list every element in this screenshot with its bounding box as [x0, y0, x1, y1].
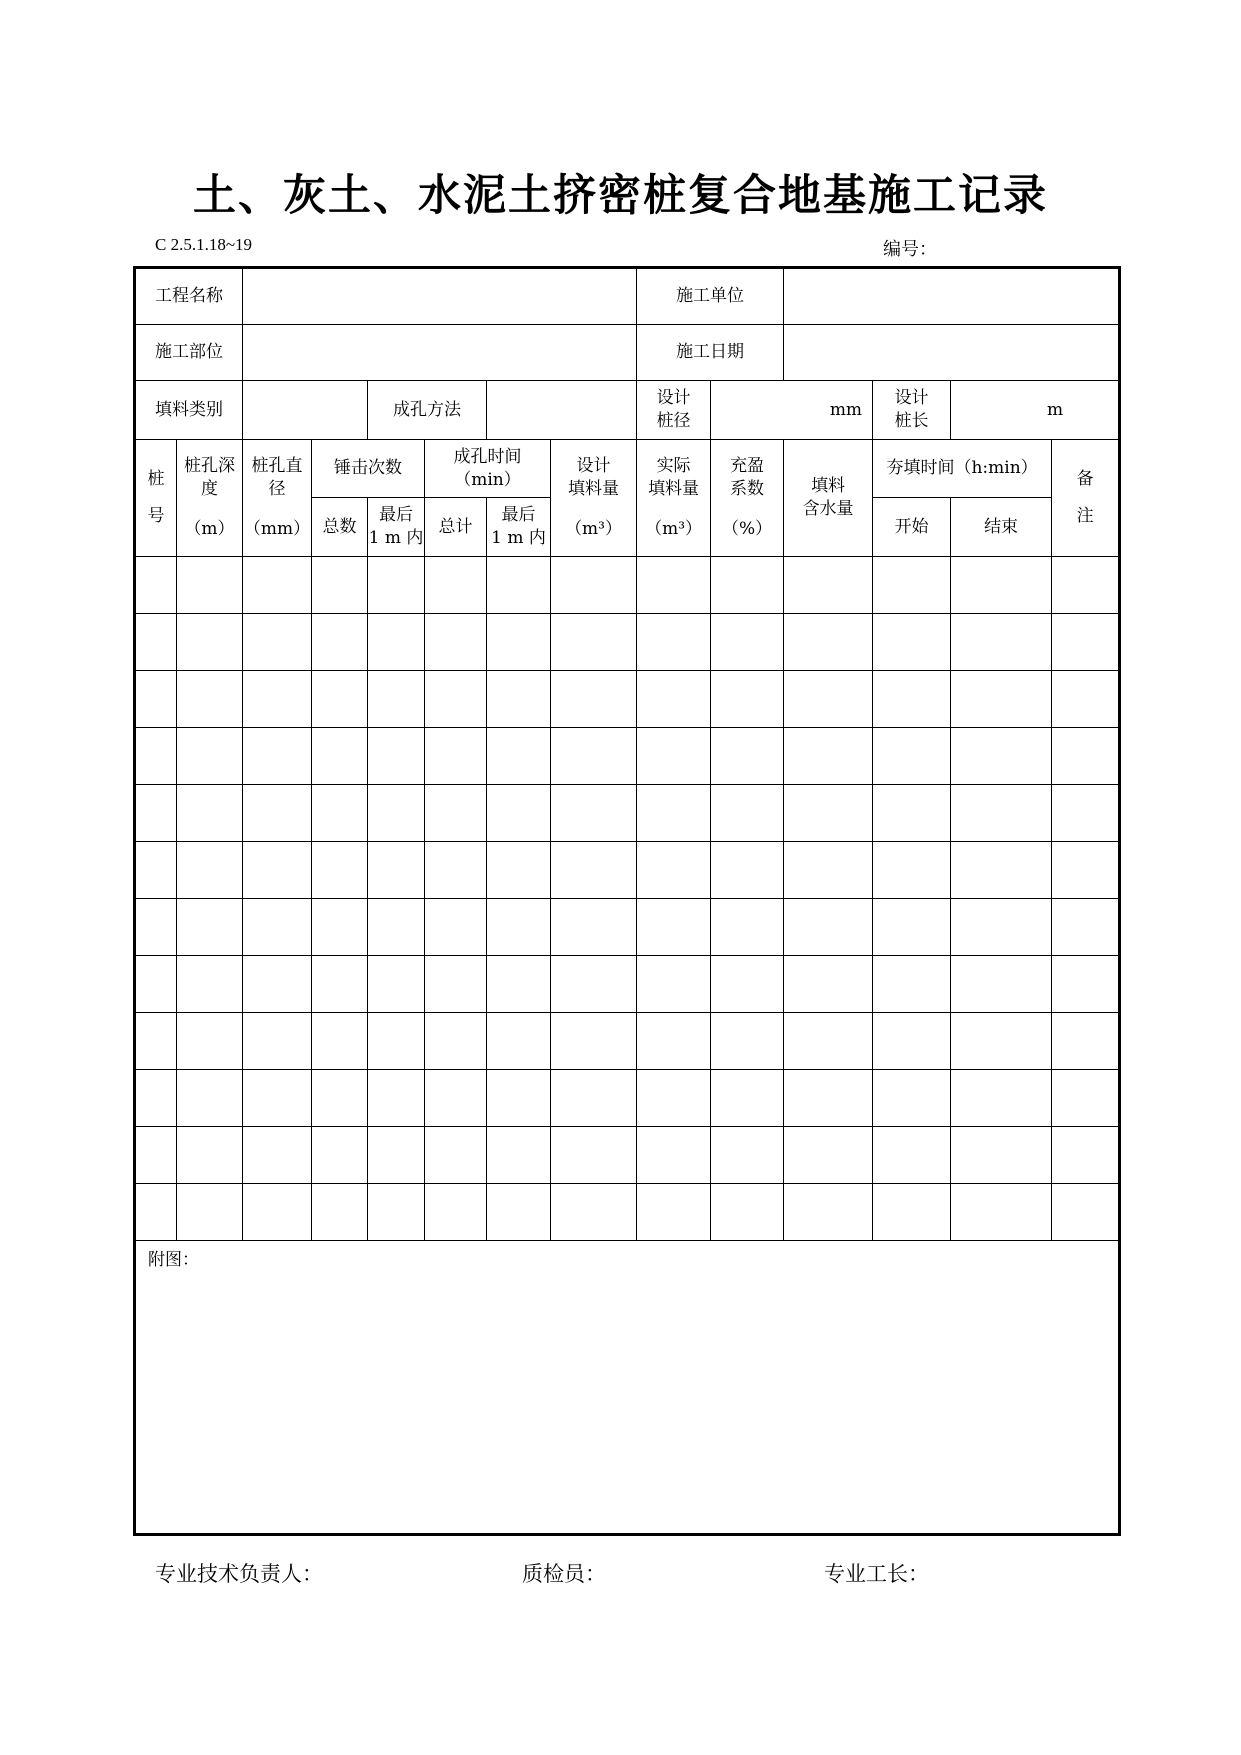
table-cell[interactable]: [873, 1127, 951, 1184]
table-cell[interactable]: [177, 899, 243, 956]
table-cell[interactable]: [177, 842, 243, 899]
table-cell[interactable]: [873, 1184, 951, 1241]
table-cell[interactable]: [135, 1013, 177, 1070]
table-cell[interactable]: [873, 785, 951, 842]
table-cell[interactable]: [425, 557, 487, 614]
table-cell[interactable]: [784, 614, 873, 671]
table-row: [135, 557, 1120, 614]
col-hole-diameter-unit: （mm）: [243, 519, 311, 540]
table-cell[interactable]: [784, 956, 873, 1013]
col-design-fill-line1: 设计: [576, 455, 611, 476]
table-cell[interactable]: [951, 1184, 1052, 1241]
construction-part-label: 施工部位: [135, 325, 243, 381]
col-hole-time-line1: 成孔时间: [453, 446, 522, 467]
design-length-label-line1: 设计: [894, 388, 929, 409]
table-cell[interactable]: [551, 1070, 637, 1127]
table-cell[interactable]: [177, 671, 243, 728]
table-cell[interactable]: [177, 956, 243, 1013]
col-fill-coefficient-unit: （%）: [721, 519, 773, 540]
design-diameter-label-line2: 桩径: [656, 411, 691, 431]
table-cell[interactable]: [243, 728, 312, 785]
attachment-row: [135, 1241, 1120, 1535]
design-length-unit: m: [1046, 399, 1064, 420]
table-cell[interactable]: [873, 956, 951, 1013]
table-cell[interactable]: [425, 671, 487, 728]
table-cell[interactable]: [368, 1184, 425, 1241]
attachment-label: 附图：: [148, 1250, 199, 1270]
table-cell[interactable]: [711, 1184, 784, 1241]
table-cell[interactable]: [177, 1184, 243, 1241]
table-cell[interactable]: [711, 671, 784, 728]
table-cell[interactable]: [243, 557, 312, 614]
table-cell[interactable]: [551, 1184, 637, 1241]
table-cell[interactable]: [551, 785, 637, 842]
table-cell[interactable]: [177, 1070, 243, 1127]
design-diameter-field[interactable]: [711, 381, 873, 440]
col-blow-count: 锤击次数: [312, 440, 425, 498]
fill-type-field[interactable]: [243, 381, 368, 440]
table-cell[interactable]: [425, 1070, 487, 1127]
table-cell[interactable]: [487, 899, 551, 956]
table-cell[interactable]: [243, 1127, 312, 1184]
table-row: [135, 785, 1120, 842]
table-cell[interactable]: [873, 728, 951, 785]
table-cell[interactable]: [551, 671, 637, 728]
table-cell[interactable]: [637, 1013, 711, 1070]
col-design-fill: [551, 440, 637, 557]
table-cell[interactable]: [1052, 1013, 1120, 1070]
table-cell[interactable]: [1052, 899, 1120, 956]
table-row: [135, 1013, 1120, 1070]
table-cell[interactable]: [784, 842, 873, 899]
col-pile-no: [135, 440, 177, 557]
table-cell[interactable]: [637, 1070, 711, 1127]
table-cell[interactable]: [487, 1127, 551, 1184]
construction-part-field[interactable]: [243, 325, 637, 381]
construction-record-table: [133, 266, 1121, 1536]
table-cell[interactable]: [551, 1127, 637, 1184]
table-cell[interactable]: [1052, 557, 1120, 614]
table-cell[interactable]: [951, 899, 1052, 956]
design-diameter-unit: mm: [829, 399, 863, 420]
table-cell[interactable]: [784, 671, 873, 728]
table-cell[interactable]: [368, 899, 425, 956]
table-cell[interactable]: [551, 728, 637, 785]
table-row: [135, 728, 1120, 785]
col-hole-depth-line1: 桩孔深: [184, 455, 235, 476]
table-cell[interactable]: [312, 1184, 368, 1241]
table-cell[interactable]: [551, 956, 637, 1013]
table-cell[interactable]: [368, 1013, 425, 1070]
fill-type-label: 填料类别: [135, 381, 243, 440]
table-cell[interactable]: [784, 1013, 873, 1070]
col-hole-time-line2: （min）: [454, 469, 521, 490]
table-cell[interactable]: [1052, 1070, 1120, 1127]
hole-method-field[interactable]: [487, 381, 637, 440]
form-code: C 2.5.1.18~19: [155, 235, 253, 254]
table-cell[interactable]: [425, 1127, 487, 1184]
table-cell[interactable]: [135, 1070, 177, 1127]
table-row: [135, 671, 1120, 728]
table-cell[interactable]: [711, 785, 784, 842]
table-cell[interactable]: [784, 1070, 873, 1127]
table-cell[interactable]: [425, 728, 487, 785]
table-cell[interactable]: [243, 899, 312, 956]
table-cell[interactable]: [177, 785, 243, 842]
table-cell[interactable]: [711, 1070, 784, 1127]
table-cell[interactable]: [368, 1127, 425, 1184]
table-cell[interactable]: [368, 557, 425, 614]
table-cell[interactable]: [1052, 728, 1120, 785]
table-cell[interactable]: [177, 1013, 243, 1070]
table-cell[interactable]: [551, 557, 637, 614]
table-cell[interactable]: [487, 1070, 551, 1127]
table-cell[interactable]: [637, 671, 711, 728]
table-cell[interactable]: [312, 842, 368, 899]
col-fill-moisture-line2: 含水量: [802, 499, 854, 519]
table-cell[interactable]: [487, 728, 551, 785]
table-cell[interactable]: [368, 785, 425, 842]
col-hole-diameter-line2: 径: [268, 478, 286, 499]
table-cell[interactable]: [1052, 614, 1120, 671]
table-cell[interactable]: [1052, 1127, 1120, 1184]
table-cell[interactable]: [711, 1127, 784, 1184]
table-cell[interactable]: [784, 728, 873, 785]
table-cell[interactable]: [551, 899, 637, 956]
hole-method-label: 成孔方法: [368, 381, 487, 440]
table-cell[interactable]: [487, 785, 551, 842]
table-cell[interactable]: [637, 785, 711, 842]
table-cell[interactable]: [135, 842, 177, 899]
info-row-1: [135, 268, 1120, 325]
table-cell[interactable]: [784, 1184, 873, 1241]
table-cell[interactable]: [784, 557, 873, 614]
table-cell[interactable]: [312, 899, 368, 956]
table-cell[interactable]: [135, 671, 177, 728]
table-cell[interactable]: [312, 785, 368, 842]
col-hole-depth: [177, 440, 243, 557]
table-cell[interactable]: [551, 1013, 637, 1070]
table-cell[interactable]: [243, 1013, 312, 1070]
table-cell[interactable]: [637, 899, 711, 956]
construction-date-label: 施工日期: [637, 325, 784, 381]
table-cell[interactable]: [368, 1070, 425, 1127]
table-cell[interactable]: [312, 557, 368, 614]
table-cell[interactable]: [135, 956, 177, 1013]
col-hole-depth-unit: （m）: [184, 519, 235, 540]
col-tamp-start: 开始: [873, 498, 951, 557]
tech-lead-signature-label: 专业技术负责人：: [155, 1562, 323, 1586]
table-cell[interactable]: [177, 557, 243, 614]
col-pile-no-line2: 号: [147, 506, 165, 526]
table-cell[interactable]: [951, 557, 1052, 614]
table-cell[interactable]: [637, 728, 711, 785]
col-remarks-line1: 备: [1076, 469, 1094, 490]
table-cell[interactable]: [951, 671, 1052, 728]
col-pile-no-line1: 桩: [147, 469, 165, 490]
table-cell[interactable]: [951, 728, 1052, 785]
serial-number-label: 编号：: [883, 239, 937, 260]
col-time-last-meter-line2: 1 m 内: [491, 528, 546, 548]
info-row-3: [135, 381, 1120, 440]
construction-unit-field[interactable]: [784, 268, 1120, 325]
table-cell[interactable]: [425, 785, 487, 842]
table-cell[interactable]: [1052, 1184, 1120, 1241]
table-cell[interactable]: [487, 956, 551, 1013]
inspector-signature-label: 质检员：: [522, 1562, 606, 1586]
table-cell[interactable]: [243, 1184, 312, 1241]
table-cell[interactable]: [487, 557, 551, 614]
table-row: [135, 1070, 1120, 1127]
table-cell[interactable]: [551, 614, 637, 671]
project-name-label: 工程名称: [135, 268, 243, 325]
table-cell[interactable]: [487, 671, 551, 728]
table-cell[interactable]: [487, 1184, 551, 1241]
col-hole-time: [425, 440, 551, 498]
table-cell[interactable]: [711, 1013, 784, 1070]
col-hole-diameter-line1: 桩孔直: [251, 455, 303, 476]
col-blow-last-meter: [368, 498, 425, 557]
table-cell[interactable]: [784, 785, 873, 842]
col-actual-fill-line2: 填料量: [648, 478, 700, 499]
table-cell[interactable]: [177, 728, 243, 785]
table-cell[interactable]: [784, 1127, 873, 1184]
col-remarks-line2: 注: [1076, 506, 1094, 526]
table-cell[interactable]: [637, 956, 711, 1013]
table-cell[interactable]: [487, 842, 551, 899]
construction-date-field[interactable]: [784, 325, 1120, 381]
col-design-fill-unit: （m³）: [565, 519, 622, 540]
table-cell[interactable]: [312, 1013, 368, 1070]
col-hole-depth-line2: 度: [201, 478, 218, 499]
table-row: [135, 614, 1120, 671]
table-cell[interactable]: [135, 1127, 177, 1184]
col-fill-coefficient-line2: 系数: [730, 478, 765, 499]
col-time-total: 总计: [425, 498, 487, 557]
table-row: [135, 956, 1120, 1013]
table-cell[interactable]: [551, 842, 637, 899]
col-fill-coefficient-line1: 充盈: [730, 455, 765, 476]
table-cell[interactable]: [368, 614, 425, 671]
table-cell[interactable]: [487, 1013, 551, 1070]
table-cell[interactable]: [368, 728, 425, 785]
page-title: 土、灰土、水泥土挤密桩复合地基施工记录: [193, 171, 1048, 221]
table-cell[interactable]: [425, 614, 487, 671]
table-cell[interactable]: [135, 785, 177, 842]
table-cell[interactable]: [368, 671, 425, 728]
table-cell[interactable]: [425, 842, 487, 899]
table-cell[interactable]: [1052, 671, 1120, 728]
table-cell[interactable]: [873, 1070, 951, 1127]
table-cell[interactable]: [243, 1070, 312, 1127]
col-actual-fill: [637, 440, 711, 557]
col-time-last-meter: [487, 498, 551, 557]
table-cell[interactable]: [177, 1127, 243, 1184]
table-cell[interactable]: [135, 614, 177, 671]
data-rows: [135, 557, 1120, 1241]
col-time-last-meter-line1: 最后: [501, 505, 536, 526]
table-cell[interactable]: [487, 614, 551, 671]
table-cell[interactable]: [711, 728, 784, 785]
table-cell[interactable]: [637, 557, 711, 614]
table-cell[interactable]: [243, 842, 312, 899]
col-fill-coefficient: [711, 440, 784, 557]
col-fill-moisture-line1: 填料: [811, 476, 846, 497]
table-cell[interactable]: [711, 899, 784, 956]
table-cell[interactable]: [873, 671, 951, 728]
info-row-2: [135, 325, 1120, 381]
table-cell[interactable]: [711, 842, 784, 899]
table-cell[interactable]: [368, 842, 425, 899]
table-cell[interactable]: [312, 1070, 368, 1127]
table-cell[interactable]: [312, 671, 368, 728]
table-cell[interactable]: [711, 557, 784, 614]
col-blow-total: 总数: [312, 498, 368, 557]
table-cell[interactable]: [951, 785, 1052, 842]
table-cell[interactable]: [368, 956, 425, 1013]
table-cell[interactable]: [243, 785, 312, 842]
col-actual-fill-line1: 实际: [656, 455, 691, 476]
table-cell[interactable]: [873, 1013, 951, 1070]
table-cell[interactable]: [312, 614, 368, 671]
table-cell[interactable]: [873, 557, 951, 614]
col-design-fill-line2: 填料量: [568, 478, 620, 499]
table-cell[interactable]: [951, 956, 1052, 1013]
design-length-field[interactable]: [951, 381, 1120, 440]
design-diameter-label: [637, 381, 711, 440]
design-diameter-label-line1: 设计: [656, 388, 691, 409]
table-cell[interactable]: [951, 1013, 1052, 1070]
table-cell[interactable]: [873, 614, 951, 671]
project-name-field[interactable]: [243, 268, 637, 325]
table-cell[interactable]: [135, 557, 177, 614]
col-fill-moisture: [784, 440, 873, 557]
table-cell[interactable]: [951, 1070, 1052, 1127]
table-cell[interactable]: [312, 956, 368, 1013]
table-cell[interactable]: [243, 614, 312, 671]
attachment-area[interactable]: [135, 1241, 1120, 1535]
table-cell[interactable]: [425, 1184, 487, 1241]
column-header-row-1: [135, 440, 1120, 498]
table-cell[interactable]: [312, 728, 368, 785]
col-blow-last-meter-line1: 最后: [379, 505, 413, 526]
col-blow-last-meter-line2: 1 m 内: [368, 528, 424, 548]
col-tamp-end: 结束: [951, 498, 1052, 557]
table-row: [135, 1184, 1120, 1241]
table-row: [135, 899, 1120, 956]
table-cell[interactable]: [243, 671, 312, 728]
table-cell[interactable]: [1052, 785, 1120, 842]
table-row: [135, 842, 1120, 899]
table-cell[interactable]: [243, 956, 312, 1013]
design-length-label: [873, 381, 951, 440]
table-cell[interactable]: [177, 614, 243, 671]
col-remarks: [1052, 440, 1120, 557]
col-tamp-time: 夯填时间（h:min）: [873, 440, 1052, 498]
table-cell[interactable]: [637, 614, 711, 671]
table-cell[interactable]: [637, 842, 711, 899]
table-cell[interactable]: [425, 1013, 487, 1070]
table-cell[interactable]: [1052, 956, 1120, 1013]
table-row: [135, 1127, 1120, 1184]
table-cell[interactable]: [135, 728, 177, 785]
table-cell[interactable]: [1052, 842, 1120, 899]
design-length-label-line2: 桩长: [894, 411, 929, 431]
table-cell[interactable]: [873, 842, 951, 899]
construction-unit-label: 施工单位: [637, 268, 784, 325]
table-cell[interactable]: [711, 614, 784, 671]
table-cell[interactable]: [312, 1127, 368, 1184]
table-cell[interactable]: [135, 899, 177, 956]
table-cell[interactable]: [951, 842, 1052, 899]
foreman-signature-label: 专业工长：: [824, 1562, 929, 1586]
table-cell[interactable]: [873, 899, 951, 956]
col-actual-fill-unit: （m³）: [645, 519, 703, 540]
table-cell[interactable]: [784, 899, 873, 956]
table-cell[interactable]: [951, 1127, 1052, 1184]
table-cell[interactable]: [951, 614, 1052, 671]
table-cell[interactable]: [425, 956, 487, 1013]
col-hole-diameter: [243, 440, 312, 557]
table-cell[interactable]: [135, 1184, 177, 1241]
table-cell[interactable]: [425, 899, 487, 956]
table-cell[interactable]: [637, 1184, 711, 1241]
table-cell[interactable]: [637, 1127, 711, 1184]
table-cell[interactable]: [711, 956, 784, 1013]
